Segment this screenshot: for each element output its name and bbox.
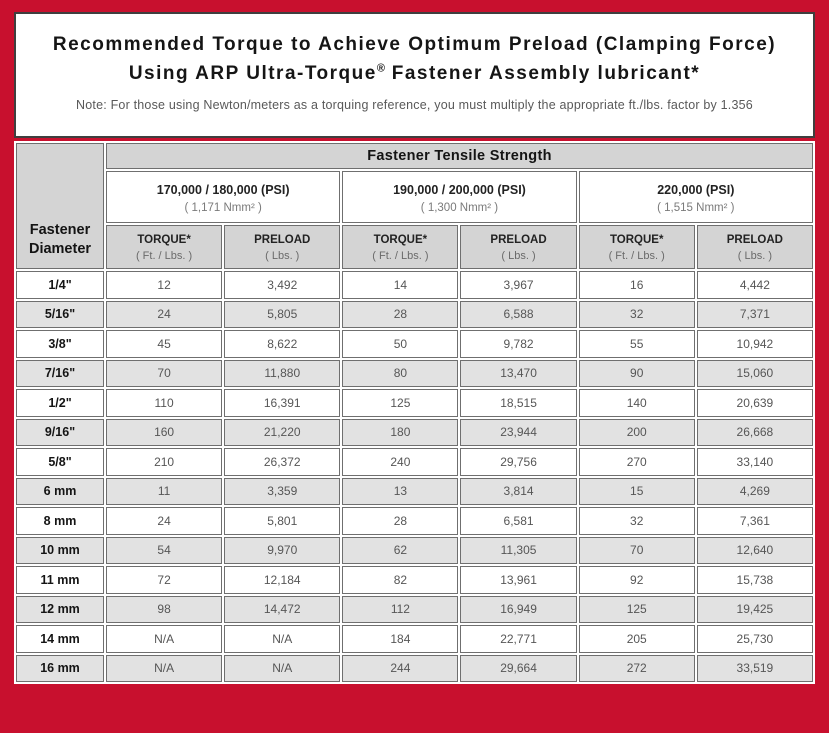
fastener-diameter-header: Fastener Diameter bbox=[16, 143, 104, 269]
value-cell: 5,801 bbox=[224, 507, 340, 535]
title-line2: Using ARP Ultra-Torque bbox=[128, 63, 377, 85]
value-cell: 112 bbox=[342, 596, 458, 624]
fastener-diameter-cell: 3/8" bbox=[16, 330, 104, 358]
column-header-preload bbox=[460, 225, 576, 269]
table-row bbox=[16, 360, 813, 388]
psi-group-header bbox=[579, 171, 813, 223]
torque-preload-table bbox=[14, 141, 815, 684]
value-cell: 270 bbox=[579, 448, 695, 476]
value-cell: 13,961 bbox=[460, 566, 576, 594]
value-cell: 5,805 bbox=[224, 301, 340, 329]
value-cell: N/A bbox=[106, 655, 222, 683]
table-row bbox=[16, 566, 813, 594]
value-cell: 205 bbox=[579, 625, 695, 653]
fastener-diameter-cell: 6 mm bbox=[16, 478, 104, 506]
value-cell: 7,371 bbox=[697, 301, 813, 329]
table-row bbox=[16, 419, 813, 447]
value-cell: 14,472 bbox=[224, 596, 340, 624]
value-cell: 6,588 bbox=[460, 301, 576, 329]
value-cell: 62 bbox=[342, 537, 458, 565]
fastener-diameter-cell: 7/16" bbox=[16, 360, 104, 388]
value-cell: 184 bbox=[342, 625, 458, 653]
fastener-diameter-cell: 5/8" bbox=[16, 448, 104, 476]
value-cell: 90 bbox=[579, 360, 695, 388]
table-row bbox=[16, 655, 813, 683]
value-cell: 12,184 bbox=[224, 566, 340, 594]
value-cell: 125 bbox=[342, 389, 458, 417]
value-cell: 70 bbox=[106, 360, 222, 388]
value-cell: 140 bbox=[579, 389, 695, 417]
value-cell: 80 bbox=[342, 360, 458, 388]
column-header-preload bbox=[224, 225, 340, 269]
fastener-diameter-cell: 5/16" bbox=[16, 301, 104, 329]
value-cell: 72 bbox=[106, 566, 222, 594]
value-cell: 26,668 bbox=[697, 419, 813, 447]
psi-header-row bbox=[16, 171, 813, 223]
fastener-diameter-cell: 12 mm bbox=[16, 596, 104, 624]
value-cell: 110 bbox=[106, 389, 222, 417]
value-cell: N/A bbox=[224, 625, 340, 653]
value-cell: 13,470 bbox=[460, 360, 576, 388]
value-cell: 16,949 bbox=[460, 596, 576, 624]
value-cell: 32 bbox=[579, 301, 695, 329]
value-cell: 13 bbox=[342, 478, 458, 506]
value-cell: 26,372 bbox=[224, 448, 340, 476]
fastener-diameter-cell: 11 mm bbox=[16, 566, 104, 594]
value-cell: 22,771 bbox=[460, 625, 576, 653]
value-cell: 33,140 bbox=[697, 448, 813, 476]
value-cell: 3,359 bbox=[224, 478, 340, 506]
nmm-label: ( 1,515 Nmm² ) bbox=[657, 201, 735, 214]
table-row bbox=[16, 537, 813, 565]
column-unit: ( Ft. / Lbs. ) bbox=[135, 249, 193, 262]
table-row bbox=[16, 271, 813, 299]
value-cell: 244 bbox=[342, 655, 458, 683]
column-unit: ( Ft. / Lbs. ) bbox=[608, 249, 665, 262]
value-cell: 15,060 bbox=[697, 360, 813, 388]
value-cell: 54 bbox=[106, 537, 222, 565]
table-row bbox=[16, 625, 813, 653]
note-text: Note: For those using Newton/meters as a torquing reference, you must multiply the appropriate ft./lbs. factor by 1.356 bbox=[76, 97, 753, 112]
value-cell: 272 bbox=[579, 655, 695, 683]
value-cell: 11 bbox=[106, 478, 222, 506]
column-label: PRELOAD bbox=[490, 233, 547, 246]
value-cell: 16 bbox=[579, 271, 695, 299]
psi-group-header bbox=[106, 171, 340, 223]
column-unit: ( Lbs. ) bbox=[737, 249, 772, 262]
nmm-label: ( 1,300 Nmm² ) bbox=[420, 201, 499, 214]
fastener-diameter-cell: 8 mm bbox=[16, 507, 104, 535]
value-cell: 11,880 bbox=[224, 360, 340, 388]
title-line2-end: Fastener Assembly lubricant* bbox=[384, 63, 701, 85]
value-cell: 6,581 bbox=[460, 507, 576, 535]
page-title bbox=[22, 30, 807, 89]
value-cell: N/A bbox=[224, 655, 340, 683]
fastener-diameter-cell: 10 mm bbox=[16, 537, 104, 565]
value-cell: 210 bbox=[106, 448, 222, 476]
value-cell: 19,425 bbox=[697, 596, 813, 624]
value-cell: 21,220 bbox=[224, 419, 340, 447]
main-header-row bbox=[16, 143, 813, 169]
value-cell: 12,640 bbox=[697, 537, 813, 565]
value-cell: 14 bbox=[342, 271, 458, 299]
value-cell: 25,730 bbox=[697, 625, 813, 653]
psi-label: 170,000 / 180,000 (PSI) bbox=[156, 182, 290, 197]
value-cell: 200 bbox=[579, 419, 695, 447]
column-header-preload bbox=[697, 225, 813, 269]
value-cell: 16,391 bbox=[224, 389, 340, 417]
column-header-torque bbox=[579, 225, 695, 269]
nmm-label: ( 1,171 Nmm² ) bbox=[184, 201, 262, 214]
value-cell: 4,442 bbox=[697, 271, 813, 299]
value-cell: 15 bbox=[579, 478, 695, 506]
column-unit: ( Lbs. ) bbox=[265, 249, 300, 262]
value-cell: 125 bbox=[579, 596, 695, 624]
fastener-diameter-cell: 16 mm bbox=[16, 655, 104, 683]
column-unit: ( Ft. / Lbs. ) bbox=[372, 249, 429, 262]
column-label: TORQUE* bbox=[137, 233, 191, 246]
value-cell: 24 bbox=[106, 301, 222, 329]
column-label: PRELOAD bbox=[726, 233, 783, 246]
column-header-row bbox=[16, 225, 813, 269]
value-cell: 82 bbox=[342, 566, 458, 594]
value-cell: 70 bbox=[579, 537, 695, 565]
value-cell: 50 bbox=[342, 330, 458, 358]
table-row bbox=[16, 596, 813, 624]
value-cell: 9,970 bbox=[224, 537, 340, 565]
fastener-diameter-cell: 14 mm bbox=[16, 625, 104, 653]
psi-label: 220,000 (PSI) bbox=[657, 182, 735, 197]
value-cell: 32 bbox=[579, 507, 695, 535]
value-cell: 8,622 bbox=[224, 330, 340, 358]
title-panel bbox=[14, 12, 815, 138]
psi-label: 190,000 / 200,000 (PSI) bbox=[393, 182, 526, 197]
value-cell: 3,492 bbox=[224, 271, 340, 299]
value-cell: 7,361 bbox=[697, 507, 813, 535]
column-label: TORQUE* bbox=[373, 233, 428, 246]
column-label: PRELOAD bbox=[254, 233, 311, 246]
fastener-diameter-cell: 9/16" bbox=[16, 419, 104, 447]
value-cell: 92 bbox=[579, 566, 695, 594]
value-cell: 3,967 bbox=[460, 271, 576, 299]
tensile-strength-header: Fastener Tensile Strength bbox=[106, 143, 813, 169]
fastener-diameter-cell: 1/4" bbox=[16, 271, 104, 299]
value-cell: 20,639 bbox=[697, 389, 813, 417]
value-cell: 15,738 bbox=[697, 566, 813, 594]
value-cell: 9,782 bbox=[460, 330, 576, 358]
value-cell: 12 bbox=[106, 271, 222, 299]
table-row bbox=[16, 507, 813, 535]
value-cell: 24 bbox=[106, 507, 222, 535]
value-cell: 23,944 bbox=[460, 419, 576, 447]
title-line1: Recommended Torque to Achieve Optimum Preload (Clamping Force) bbox=[52, 34, 777, 55]
value-cell: 160 bbox=[106, 419, 222, 447]
value-cell: 240 bbox=[342, 448, 458, 476]
value-cell: 4,269 bbox=[697, 478, 813, 506]
column-header-torque bbox=[342, 225, 458, 269]
value-cell: 18,515 bbox=[460, 389, 576, 417]
table-row bbox=[16, 478, 813, 506]
table-row bbox=[16, 330, 813, 358]
column-unit: ( Lbs. ) bbox=[501, 249, 536, 262]
value-cell: 28 bbox=[342, 507, 458, 535]
value-cell: N/A bbox=[106, 625, 222, 653]
value-cell: 10,942 bbox=[697, 330, 813, 358]
value-cell: 45 bbox=[106, 330, 222, 358]
table-row bbox=[16, 389, 813, 417]
value-cell: 3,814 bbox=[460, 478, 576, 506]
table-row bbox=[16, 301, 813, 329]
value-cell: 33,519 bbox=[697, 655, 813, 683]
value-cell: 98 bbox=[106, 596, 222, 624]
psi-group-header bbox=[342, 171, 576, 223]
column-label: TORQUE* bbox=[609, 233, 664, 246]
value-cell: 180 bbox=[342, 419, 458, 447]
column-header-torque bbox=[106, 225, 222, 269]
value-cell: 29,756 bbox=[460, 448, 576, 476]
value-cell: 55 bbox=[579, 330, 695, 358]
value-cell: 11,305 bbox=[460, 537, 576, 565]
registered-trademark-symbol: ® bbox=[376, 63, 385, 76]
fastener-diameter-cell: 1/2" bbox=[16, 389, 104, 417]
value-cell: 29,664 bbox=[460, 655, 576, 683]
value-cell: 28 bbox=[342, 301, 458, 329]
table-row bbox=[16, 448, 813, 476]
